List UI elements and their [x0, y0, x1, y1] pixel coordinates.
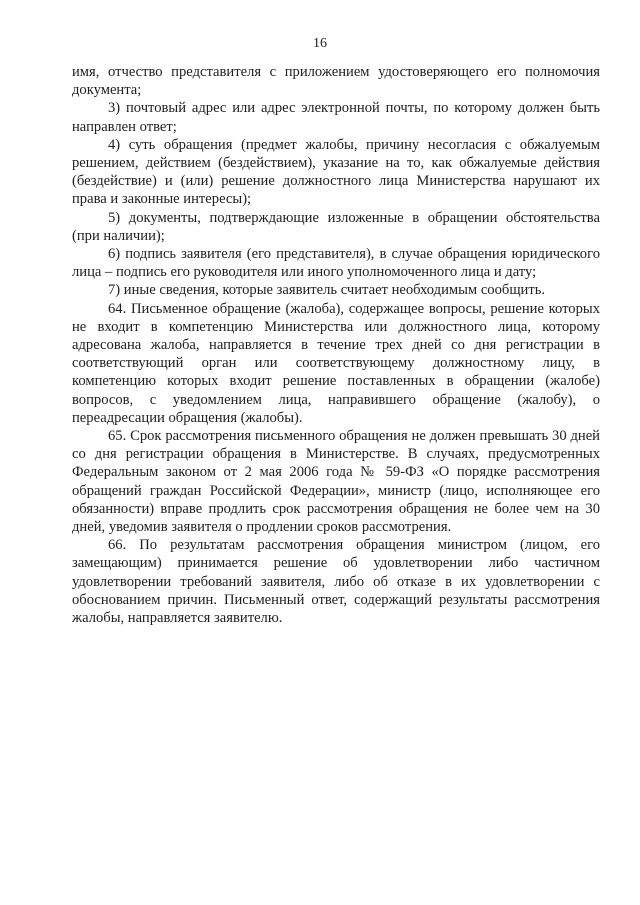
document-body: [72, 63, 600, 627]
paragraph-66: 66. По результатам рассмотрения обращения министром (лицом, его замещающим) принимается решение об удовлетворении либо частичном удовлетворении требований заявителя, либо об отказе в их удовлетворении с обоснованием причин. Письменный ответ, содержащий результаты рассмотрения жалобы, направляется заявителю.: [72, 537, 600, 627]
paragraph-item-4: 4) суть обращения (предмет жалобы, причину несогласия с обжалуемым решением, действием (бездействием), указание на то, как обжалуемые действия (бездействие) и (или) решение должностного лица Министерства нарушают их права и законные интересы);: [72, 136, 600, 208]
paragraph-65: 65. Срок рассмотрения письменного обращения не должен превышать 30 дней со дня регистрации обращения в Министерстве. В случаях, предусмотренных Федеральным законом от 2 мая 2006 года № 59-ФЗ «О порядке рассмотрения обращений граждан Российской Федерации», министр (лицо, исполняющее его обязанности) вправе продлить срок рассмотрения обращения не более чем на 30 дней, уведомив заявителя о продлении сроков рассмотрения.: [72, 428, 600, 536]
paragraph-item-6: 6) подпись заявителя (его представителя), в случае обращения юридического лица – подпись его руководителя или иного уполномоченного лица и дату;: [72, 246, 600, 281]
paragraph-item-5: 5) документы, подтверждающие изложенные в обращении обстоятельства (при наличии);: [72, 209, 600, 244]
paragraph-continuation: имя, отчество представителя с приложением удостоверяющего его полномочия документа;: [72, 64, 600, 99]
paragraph-item-7: 7) иные сведения, которые заявитель считает необходимым сообщить.: [108, 282, 546, 299]
paragraph-64: 64. Письменное обращение (жалоба), содержащее вопросы, решение которых не входит в компетенцию Министерства или должностного лица, которому адресована жалоба, направляется в течение трех дней со дня регистрации в соответствующий орган или соответствующему должностному лицу, в компетенцию которых входит решение поставленных в обращении (жалобе) вопросов, с уведомлением лица, направившего обращение (жалобу), о переадресации обращения (жалобы).: [72, 300, 600, 426]
paragraph-item-3: 3) почтовый адрес или адрес электронной почты, по которому должен быть направлен ответ;: [72, 100, 600, 135]
page-number: 16: [313, 36, 327, 51]
